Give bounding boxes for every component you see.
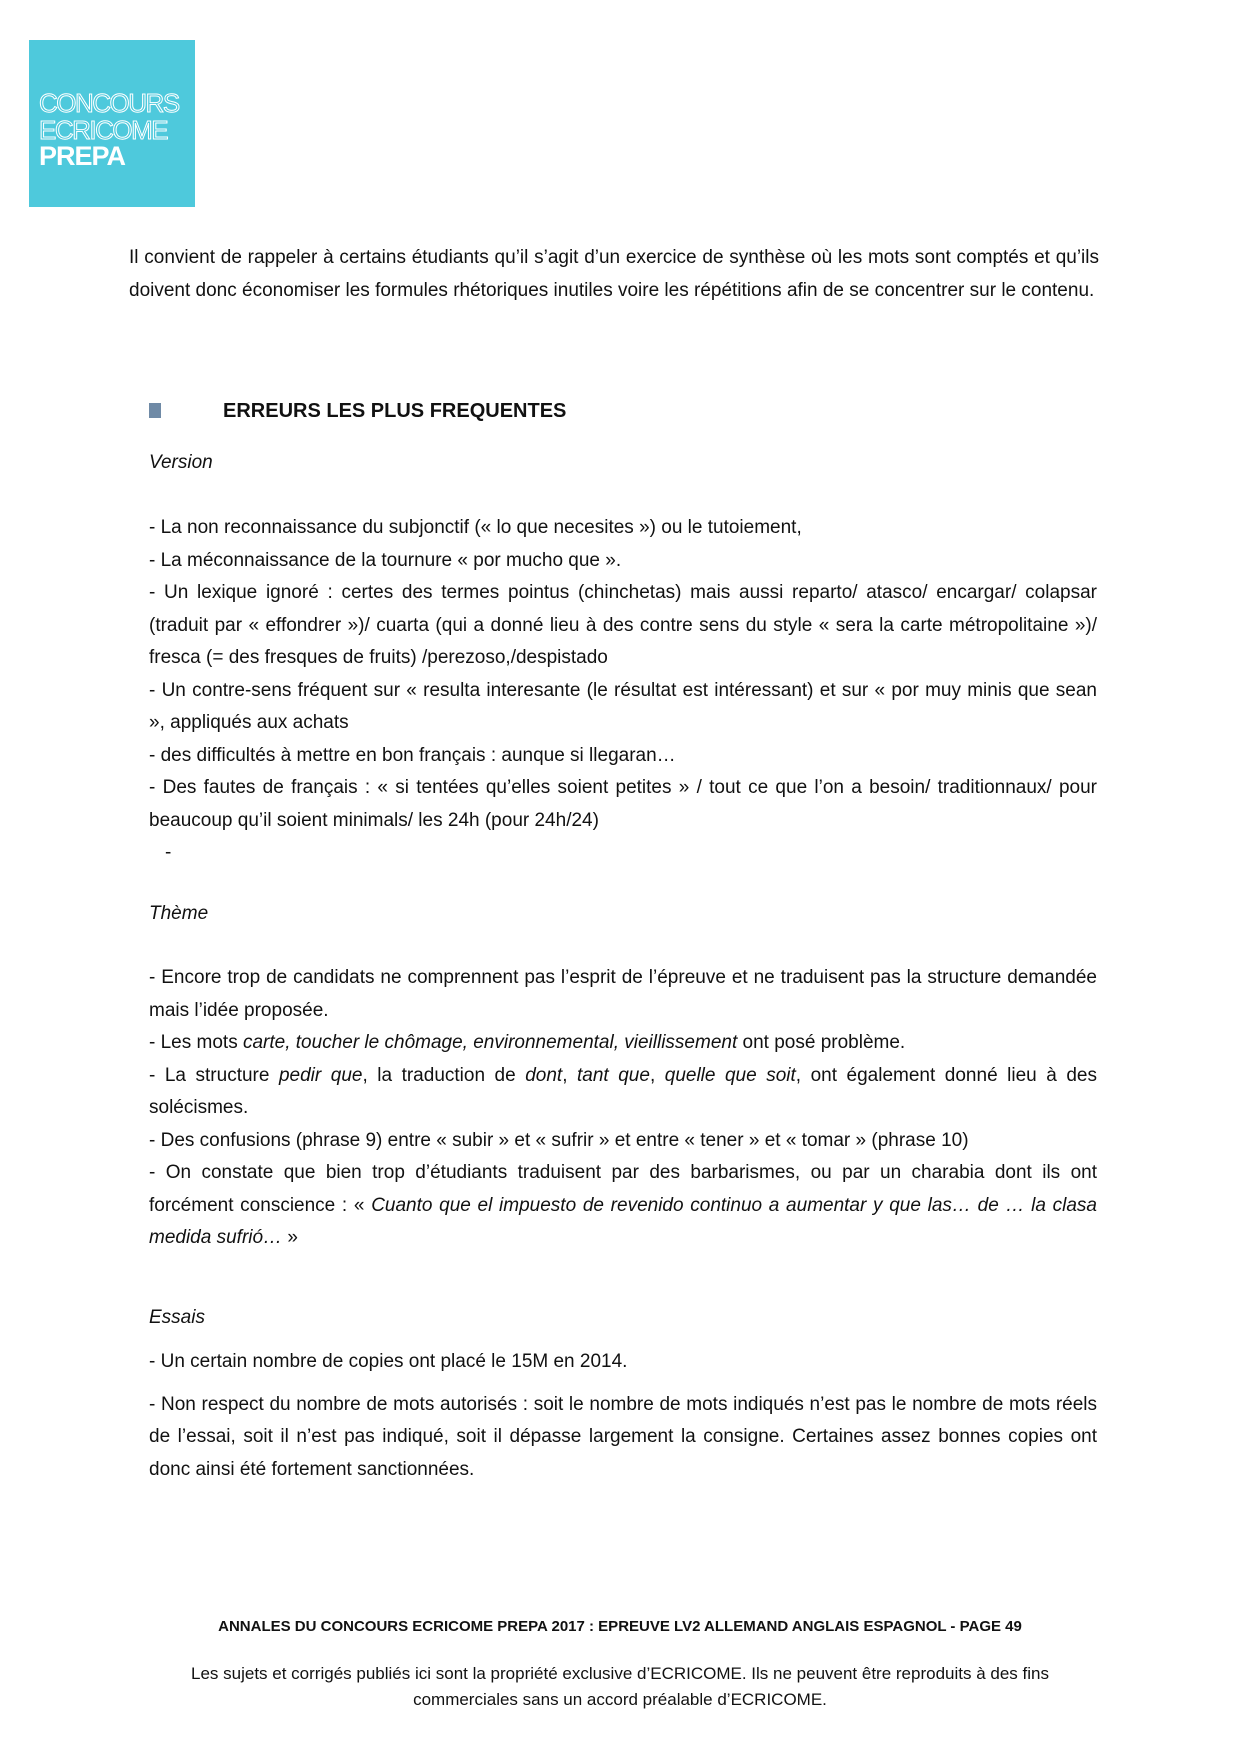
section-heading bbox=[149, 395, 849, 427]
intro-paragraph bbox=[129, 242, 1099, 307]
footer-title: ANNALES DU CONCOURS ECRICOME PREPA 2017 : EPREUVE LV2 ALLEMAND ANGLAIS ESPAGNOL - PAGE 49 bbox=[218, 1618, 1022, 1635]
version-item-3: - Un lexique ignoré : certes des termes pointus (chinchetas) mais aussi reparto/ atasco/ encargar/ colapsar (traduit par « effondrer »)/ cuarta (qui a donné lieu à des contre sens du style « sera la carte métropolitaine »)/ fresca (= des fresques de fruits) /perezoso,/despistado bbox=[149, 582, 1097, 668]
essais-title: Essais bbox=[149, 1307, 205, 1328]
intro-text: Il convient de rappeler à certains étudiants qu’il s’agit d’un exercice de synthèse où les mots sont comptés et qu’ils doivent donc économiser les formules rhétoriques inutiles voire les répétitions afin de se concentrer sur le contenu. bbox=[129, 247, 1099, 301]
version-trailing-dash: - bbox=[165, 842, 172, 863]
version-item-1: - La non reconnaissance du subjonctif (« lo que necesites ») ou le tutoiement, bbox=[149, 517, 802, 538]
theme-item-4: - Des confusions (phrase 9) entre « subir » et « sufrir » et entre « tener » et « tomar » (phrase 10) bbox=[149, 1129, 969, 1151]
essais-item-1: - Un certain nombre de copies ont placé le 15M en 2014. bbox=[149, 1351, 628, 1372]
section-heading-text: ERREURS LES PLUS FREQUENTES bbox=[223, 400, 567, 422]
version-list bbox=[149, 512, 1097, 837]
theme-item-2: - Les mots carte, toucher le chômage, environnemental, vieillissement ont posé problème. bbox=[149, 1032, 906, 1053]
version-item-5: - des difficultés à mettre en bon français : aunque si llegaran… bbox=[149, 744, 676, 766]
version-item-4: - Un contre-sens fréquent sur « resulta interesante (le résultat est intéressant) et sur « por muy minis que sean », appliqués aux achats bbox=[149, 679, 1097, 733]
footer-copyright-note: Les sujets et corrigés publiés ici sont la propriété exclusive d’ECRICOME. Ils ne peuvent être reproduits à des fins commerciales sans un accord préalable d’ECRICOME. bbox=[191, 1664, 1049, 1709]
theme-title: Thème bbox=[149, 903, 209, 924]
theme-item-3: - La structure pedir que, la traduction de dont, tant que, quelle que soit, ont également donné lieu à des solécismes. bbox=[149, 1064, 1097, 1118]
square-bullet-icon bbox=[149, 403, 161, 418]
logo-line-ecricome: ECRICOME bbox=[39, 115, 168, 145]
logo-line-prepa: PREPA bbox=[39, 141, 126, 171]
version-item-2: - La méconnaissance de la tournure « por mucho que ». bbox=[149, 549, 622, 571]
essais-list bbox=[149, 1346, 1097, 1486]
ecricome-logo bbox=[29, 40, 195, 207]
version-item-6: - Des fautes de français : « si tentées qu’elles soient petites » / tout ce que l’on a besoin/ traditionnaux/ pour beaucoup qu’il soient minimals/ les 24h (pour 24h/24) bbox=[149, 777, 1097, 831]
essais-item-2: - Non respect du nombre de mots autorisés : soit le nombre de mots indiqués n’est pas le nombre de mots réels de l’essai, soit il n’est pas indiqué, soit il dépasse largement la consigne. Certaines assez bonnes copies ont donc ainsi été fortement sanctionnées. bbox=[149, 1393, 1097, 1480]
theme-item-5: - On constate que bien trop d’étudiants traduisent par des barbarismes, ou par un charabia dont ils ont forcément conscience : « Cuanto que el impuesto de revenido continuo a aumentar y que las… de … la clasa medida sufrió… » bbox=[149, 1162, 1097, 1248]
version-title: Version bbox=[149, 452, 213, 473]
theme-item-1: - Encore trop de candidats ne comprennent pas l’esprit de l’épreuve et ne traduisent pas la structure demandée mais l’idée proposée. bbox=[149, 967, 1097, 1021]
logo-line-concours: CONCOURS bbox=[39, 88, 179, 118]
theme-list bbox=[149, 962, 1097, 1255]
